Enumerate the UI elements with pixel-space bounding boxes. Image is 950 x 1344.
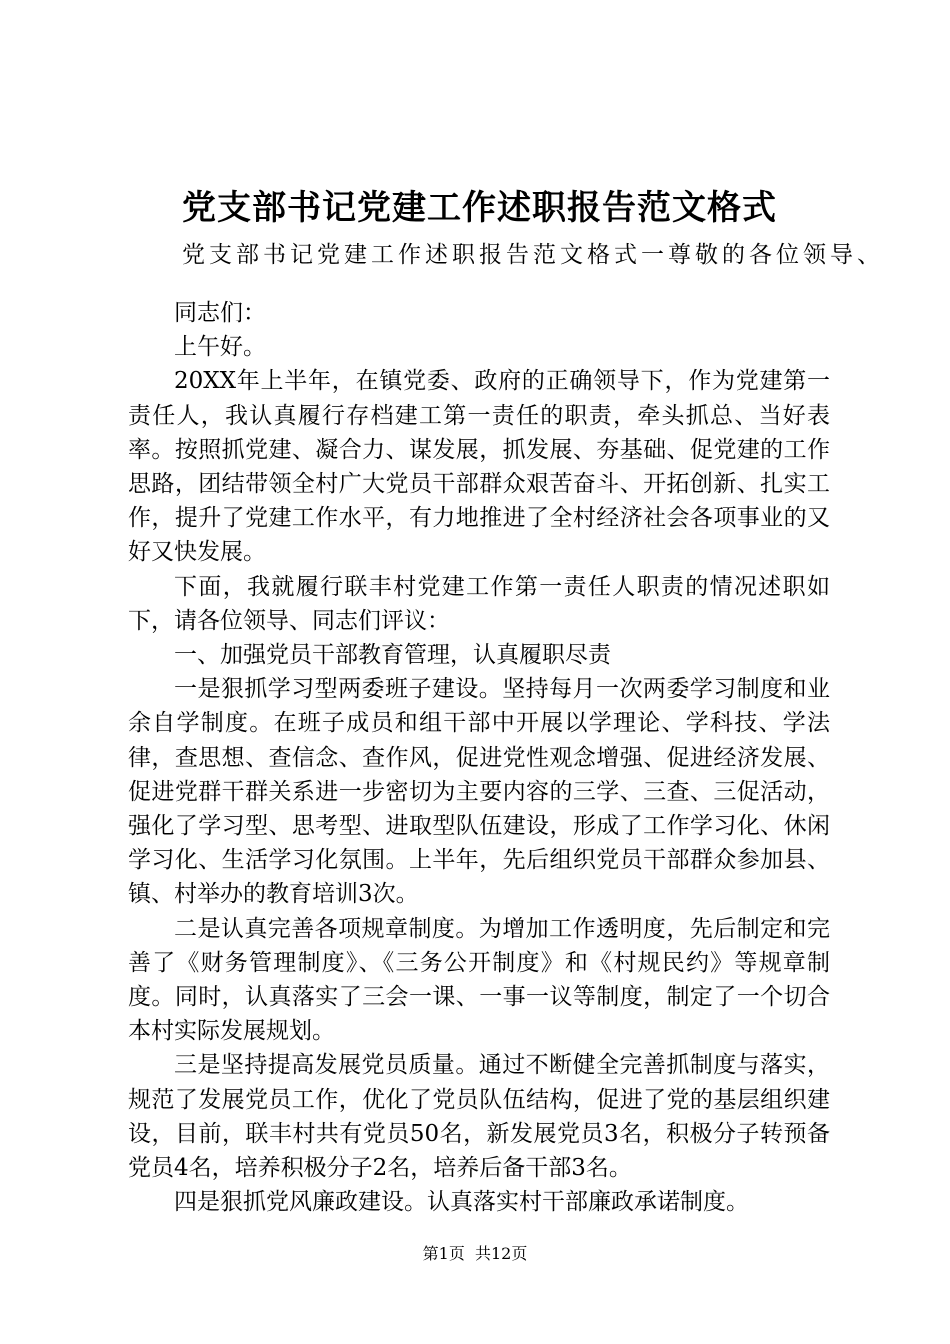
paragraph: 三是坚持提高发展党员质量。通过不断健全完善抓制度与落实，规范了发展党员工作，优化了党员队伍结构，促进了党的基层组织建设，目前，联丰村共有党员50名，新发展党员3名，积极分子转预备党员4名，培养积极分子2名，培养后备干部3名。 bbox=[128, 1052, 830, 1182]
paragraph: 二是认真完善各项规章制度。为增加工作透明度，先后制定和完善了《财务管理制度》、《三务公开制度》和《村规民约》等规章制度。同时，认真落实了三会一课、一事一议等制度，制定了一个切合本村实际发展规划。 bbox=[128, 915, 830, 1045]
page-number: 第1页 共12页 bbox=[422, 1244, 528, 1263]
document-body bbox=[128, 296, 830, 1219]
paragraph: 同志们： bbox=[174, 300, 266, 326]
paragraph: 一是狠抓学习型两委班子建设。坚持每月一次两委学习制度和业余自学制度。在班子成员和组干部中开展以学理论、学科技、学法律，查思想、查信念、查作风，促进党性观念增强、促进经济发展、促进党群干群关系进一步密切为主要内容的三学、三查、三促活动，强化了学习型、思考型、进取型队伍建设，形成了工作学习化、休闲学习化、生活学习化氛围。上半年，先后组织党员干部群众参加县、镇、村举办的教育培训3次。 bbox=[128, 676, 830, 908]
intro-line: 党支部书记党建工作述职报告范文格式一尊敬的各位领导、 bbox=[182, 242, 884, 268]
paragraph: 上午好。 bbox=[174, 334, 266, 361]
paragraph: 下面，我就履行联丰村党建工作第一责任人职责的情况述职如下，请各位领导、同志们评议： bbox=[128, 573, 830, 634]
paragraph: 四是狠抓党风廉政建设。认真落实村干部廉政承诺制度。 bbox=[174, 1189, 749, 1216]
page-footer bbox=[0, 1244, 950, 1264]
document-title: 党支部书记党建工作述职报告范文格式 bbox=[182, 188, 777, 228]
paragraph: 20XX年上半年，在镇党委、政府的正确领导下，作为党建第一责任人，我认真履行存档建工第一责任的职责，牵头抓总、当好表率。按照抓党建、凝合力、谋发展，抓发展、夯基础、促党建的工作思路，团结带领全村广大党员干部群众艰苦奋斗、开拓创新、扎实工作，提升了党建工作水平，有力地推进了全村经济社会各项事业的又好又快发展。 bbox=[128, 368, 830, 566]
section-heading: 一、加强党员干部教育管理，认真履职尽责 bbox=[174, 642, 611, 669]
